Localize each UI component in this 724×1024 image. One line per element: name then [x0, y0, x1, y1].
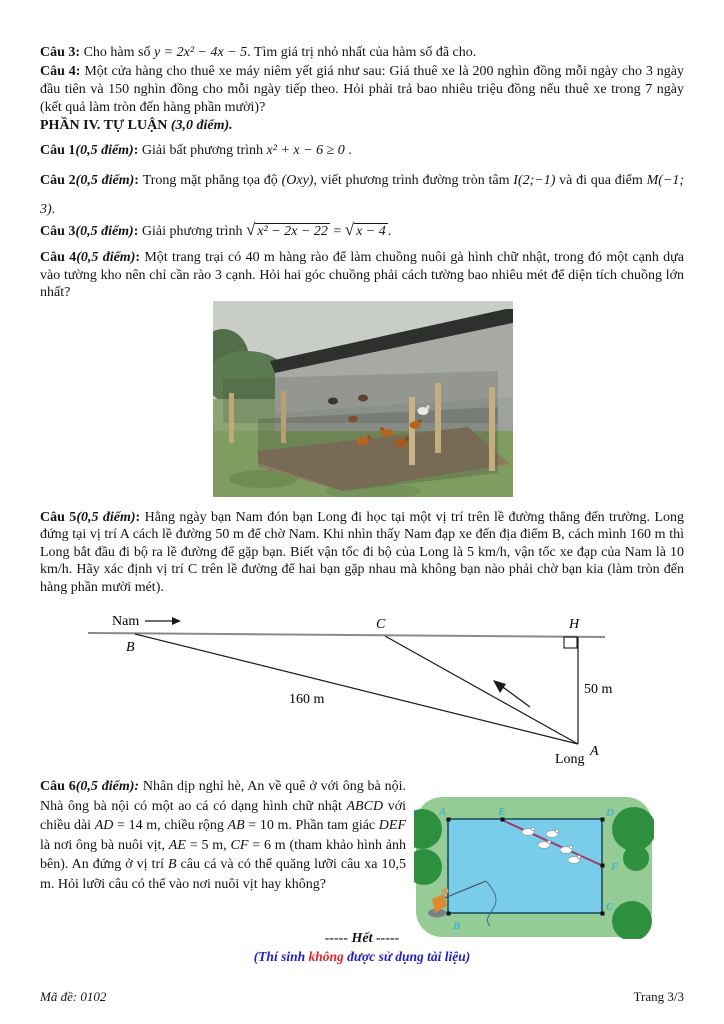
text-segment: . — [51, 202, 56, 217]
question-5-part4 — [40, 509, 684, 596]
text-segment: (0,5 điểm) — [75, 224, 134, 239]
text-segment: , viết phương trình đường tròn tâm — [313, 173, 514, 188]
text-segment: (0,5 điểm): — [75, 779, 140, 794]
text-segment: Câu 4: — [40, 64, 85, 79]
text-segment: : — [134, 173, 143, 188]
chicken-coop-photo — [213, 301, 513, 497]
pond-label-D: D — [606, 807, 614, 819]
segment-BA — [135, 634, 578, 744]
text-segment: (3,0 điểm). — [170, 118, 233, 133]
question-1-part4 — [40, 142, 684, 160]
diagram-label-A: A — [590, 744, 599, 759]
text-segment: Giải phương trình — [141, 224, 246, 239]
text-segment: CF — [230, 837, 249, 853]
question-3-part4 — [40, 221, 684, 247]
text-segment: Câu 1 — [40, 143, 76, 158]
text-segment: : — [133, 143, 142, 158]
text-segment: = — [329, 224, 345, 239]
photo-fence-post — [281, 391, 286, 443]
end-marker: ----- Hết ----- — [324, 931, 400, 946]
photo-fence-post — [409, 397, 415, 465]
long-direction-arrow — [493, 680, 530, 707]
text-segment: B — [168, 857, 177, 873]
diagram-label-50m: 50 m — [584, 682, 613, 697]
text-segment: (0,5 điểm) — [75, 143, 134, 158]
text-segment: Giải bất phương trình — [141, 143, 267, 158]
question-6-part4 — [40, 777, 406, 895]
text-segment: (0,5 điểm) — [76, 250, 136, 265]
text-segment: I(2;−1) — [513, 173, 556, 188]
text-segment: câu cá và có thể quăng lưỡi câu xa 10,5 m. Hỏi lưỡi câu có thể vào nơi nuôi vịt hay không? — [40, 857, 406, 892]
page-number: Trang 3/3 — [633, 989, 684, 1004]
right-angle-mark — [564, 637, 577, 648]
photo-fence-post — [435, 383, 441, 453]
diagram-label-long: Long — [555, 752, 585, 767]
segment-CA — [385, 636, 578, 744]
question-2-part4 — [40, 166, 684, 224]
text-segment: . — [387, 224, 392, 239]
road-meeting-diagram — [60, 604, 680, 772]
text-segment: và đi qua điểm — [555, 173, 647, 188]
question-6-row — [40, 777, 684, 944]
exam-notice — [0, 949, 724, 965]
road-line — [88, 633, 605, 637]
text-segment: (0,5 điểm) — [76, 510, 136, 525]
text-segment: Một trang trại có 40 m hàng rào để làm chuồng nuôi gà hình chữ nhật, trong đó một cạnh dựa vào tường kho nên chỉ cần rào 3 cạnh. Hỏi hai góc chuồng phải cách tường bao nhiêu mét để diện tích chuồng lớn nhất? — [40, 250, 684, 300]
text-segment: Câu 2 — [40, 173, 76, 188]
text-segment: là nơi ông bà nuôi vịt, — [40, 837, 169, 853]
text-segment: = 10 m. Phần tam giác — [244, 818, 379, 834]
pond-label-F: F — [611, 861, 619, 873]
text-segment: Câu 3 — [40, 224, 76, 239]
text-segment: được sử dụng tài liệu) — [343, 949, 471, 964]
pond-illustration-wrap — [414, 787, 654, 944]
text-segment: Cho hàm số — [83, 45, 154, 60]
text-segment: : — [135, 510, 145, 525]
page-footer — [40, 989, 684, 1005]
diagram-label-160m: 160 m — [289, 692, 325, 707]
text-segment: (Thí sinh — [253, 949, 309, 964]
text-segment: ABCD — [346, 798, 384, 814]
photo-fence-post — [489, 387, 495, 471]
text-segment: . Tìm giá trị nhỏ nhất của hàm số đã cho. — [247, 45, 477, 60]
text-segment: với chiều dài — [40, 798, 406, 834]
text-segment: . — [344, 143, 352, 158]
exam-code: Mã đề: 0102 — [40, 989, 107, 1004]
diagram-label-nam: Nam — [112, 614, 140, 629]
text-segment: = 6 m (tham khảo hình ảnh bên). An đứng ở vị trí — [40, 837, 406, 873]
question-3-part3 — [40, 44, 684, 62]
text-segment: √ x² − 2x − 22 — [245, 220, 328, 239]
question-4-part3 — [40, 63, 684, 117]
text-segment: PHẦN IV. TỰ LUẬN — [40, 118, 171, 133]
text-segment: = 5 m, — [185, 837, 231, 853]
pond-label-E: E — [498, 806, 506, 818]
text-segment: √ x − 4 — [344, 220, 386, 239]
text-segment: M(−1; 3) — [40, 173, 684, 217]
pond-label-B: B — [453, 920, 461, 932]
text-segment: Trong mặt phẳng tọa độ — [142, 173, 282, 188]
question-4-part4 — [40, 249, 684, 302]
text-segment: Câu 6 — [40, 779, 76, 794]
text-segment: : — [133, 224, 142, 239]
text-segment: AB — [227, 818, 245, 834]
photo-fence-post — [229, 393, 234, 443]
text-segment: AD — [94, 818, 114, 834]
diagram-label-H: H — [569, 617, 580, 632]
diagram-label-B: B — [126, 640, 135, 655]
text-segment: : — [135, 250, 145, 265]
nam-direction-arrow — [145, 617, 181, 625]
text-segment: y = 2x² − 4x − 5 — [153, 45, 248, 60]
text-segment: Câu 4 — [40, 250, 77, 265]
text-segment: không — [308, 949, 344, 964]
text-segment: AE — [168, 837, 186, 853]
pond-label-A: A — [439, 806, 447, 818]
pond-illustration — [414, 787, 654, 939]
text-segment: DEF — [378, 818, 406, 834]
text-segment: x² + x − 6 ≥ 0 — [266, 143, 345, 158]
pond-label-C: C — [606, 901, 614, 913]
text-segment: Nhân dịp nghỉ hè, An về quê ở với ông bà nội. Nhà ông bà nội có một ao cá có dạng hình chữ nhật — [40, 779, 406, 814]
section-heading-part4 — [40, 117, 684, 135]
text-segment: = 14 m, chiều rộng — [113, 818, 228, 834]
text-segment: (0,5 điểm) — [75, 173, 135, 188]
diagram-label-C: C — [376, 617, 386, 632]
text-segment: (Oxy) — [281, 173, 314, 188]
text-segment: Một cửa hàng cho thuê xe máy niêm yết giá như sau: Giá thuê xe là 200 nghìn đồng mỗi ngày cho 3 ngày đầu tiên và 150 nghìn đồng cho mỗi ngày tiếp theo. Hỏi phải trả bao nhiêu triệu đồng nếu thuê xe trong 7 ngày (kết quả làm tròn đến hàng phần mười)? — [40, 64, 684, 115]
text-segment: Câu 5 — [40, 510, 77, 525]
text-segment: Hằng ngày bạn Nam đón bạn Long đi học tại một vị trí trên lề đường thẳng đến trường. Long đứng tại vị trí A cách lề đường 50 m để chờ Nam. Khi nhìn thấy Nam đạp xe đến địa điểm B, cách mình 160 m thì Long bắt đầu đi bộ ra lề đường để gặp bạn. Biết vận tốc đi bộ của Long là 5 km/h, vận tốc xe đạp của Nam là 10 km/h. Hãy xác định vị trí C trên lề đường để hai bạn gặp nhau mà không bạn nào phải chờ bạn kia (làm tròn đến hàng phần mười mét). — [40, 510, 685, 595]
text-segment: Câu 3: — [40, 45, 84, 60]
